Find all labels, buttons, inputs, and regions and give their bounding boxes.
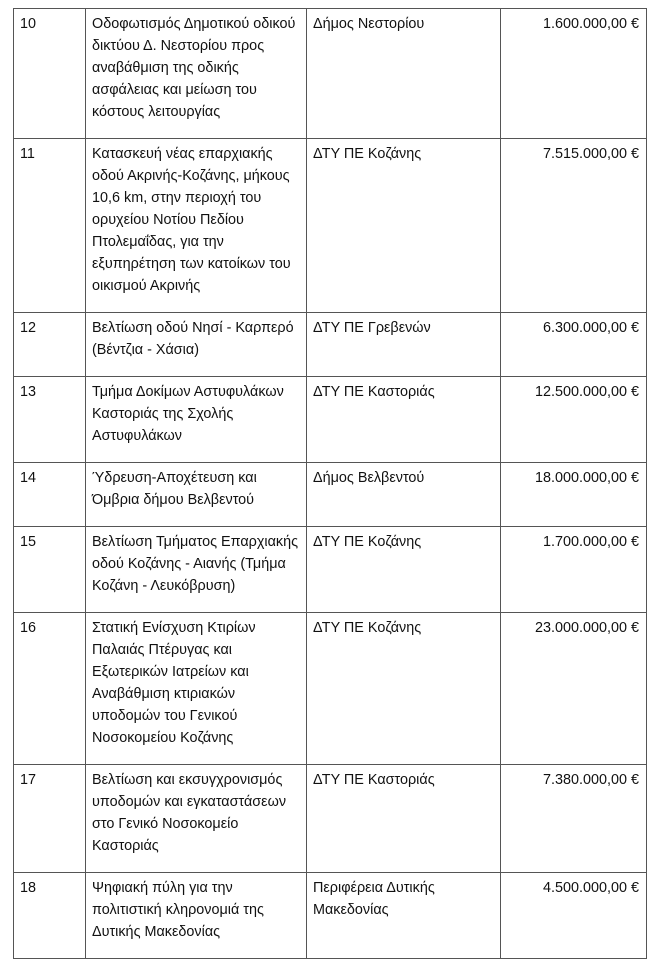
- row-number: 11: [14, 139, 86, 313]
- table-row: [14, 313, 647, 377]
- budget-amount: 12.500.000,00 €: [501, 377, 647, 463]
- row-number: 16: [14, 613, 86, 765]
- project-title: Βελτίωση Τμήματος Επαρχιακής οδού Κοζάνης - Αιανής (Τμήμα Κοζάνη - Λευκόβρυση): [86, 527, 307, 613]
- project-title: Βελτίωση και εκσυγχρονισμός υποδομών και εγκαταστάσεων στο Γενικό Νοσοκομείο Καστοριάς: [86, 765, 307, 873]
- table-row: [14, 873, 647, 959]
- agency: Δήμος Βελβεντού: [307, 463, 501, 527]
- agency: ΔΤΥ ΠΕ Κοζάνης: [307, 527, 501, 613]
- project-title: Οδοφωτισμός Δημοτικού οδικού δικτύου Δ. Νεστορίου προς αναβάθμιση της οδικής ασφάλειας και μείωση του κόστους λειτουργίας: [86, 9, 307, 139]
- table-row: [14, 613, 647, 765]
- table-row: [14, 139, 647, 313]
- budget-amount: 1.700.000,00 €: [501, 527, 647, 613]
- agency: ΔΤΥ ΠΕ Κοζάνης: [307, 139, 501, 313]
- row-number: 12: [14, 313, 86, 377]
- table-row: [14, 765, 647, 873]
- agency: ΔΤΥ ΠΕ Καστοριάς: [307, 765, 501, 873]
- project-title: Τμήμα Δοκίμων Αστυφυλάκων Καστοριάς της Σχολής Αστυφυλάκων: [86, 377, 307, 463]
- row-number: 10: [14, 9, 86, 139]
- table-row: [14, 527, 647, 613]
- project-title: Βελτίωση οδού Νησί - Καρπερό (Βέντζια - Χάσια): [86, 313, 307, 377]
- budget-amount: 18.000.000,00 €: [501, 463, 647, 527]
- row-number: 15: [14, 527, 86, 613]
- budget-amount: 1.600.000,00 €: [501, 9, 647, 139]
- agency: ΔΤΥ ΠΕ Καστοριάς: [307, 377, 501, 463]
- project-title: Κατασκευή νέας επαρχιακής οδού Ακρινής-Κοζάνης, μήκους 10,6 km, στην περιοχή του ορυχείου Νοτίου Πεδίου Πτολεμαΐδας, για την εξυπηρέτηση των κατοίκων του οικισμού Ακρινής: [86, 139, 307, 313]
- row-number: 17: [14, 765, 86, 873]
- row-number: 14: [14, 463, 86, 527]
- agency: Περιφέρεια Δυτικής Μακεδονίας: [307, 873, 501, 959]
- projects-table: [13, 8, 647, 959]
- agency: Δήμος Νεστορίου: [307, 9, 501, 139]
- budget-amount: 7.380.000,00 €: [501, 765, 647, 873]
- agency: ΔΤΥ ΠΕ Κοζάνης: [307, 613, 501, 765]
- document-page: [13, 8, 647, 959]
- budget-amount: 4.500.000,00 €: [501, 873, 647, 959]
- budget-amount: 23.000.000,00 €: [501, 613, 647, 765]
- budget-amount: 6.300.000,00 €: [501, 313, 647, 377]
- project-title: Ψηφιακή πύλη για την πολιτιστική κληρονομιά της Δυτικής Μακεδονίας: [86, 873, 307, 959]
- agency: ΔΤΥ ΠΕ Γρεβενών: [307, 313, 501, 377]
- project-title: Ύδρευση-Αποχέτευση και Όμβρια δήμου Βελβεντού: [86, 463, 307, 527]
- table-row: [14, 9, 647, 139]
- table-row: [14, 463, 647, 527]
- row-number: 18: [14, 873, 86, 959]
- budget-amount: 7.515.000,00 €: [501, 139, 647, 313]
- table-row: [14, 377, 647, 463]
- row-number: 13: [14, 377, 86, 463]
- project-title: Στατική Ενίσχυση Κτιρίων Παλαιάς Πτέρυγας και Εξωτερικών Ιατρείων και Αναβάθμιση κτιριακών υποδομών του Γενικού Νοσοκομείου Κοζάνης: [86, 613, 307, 765]
